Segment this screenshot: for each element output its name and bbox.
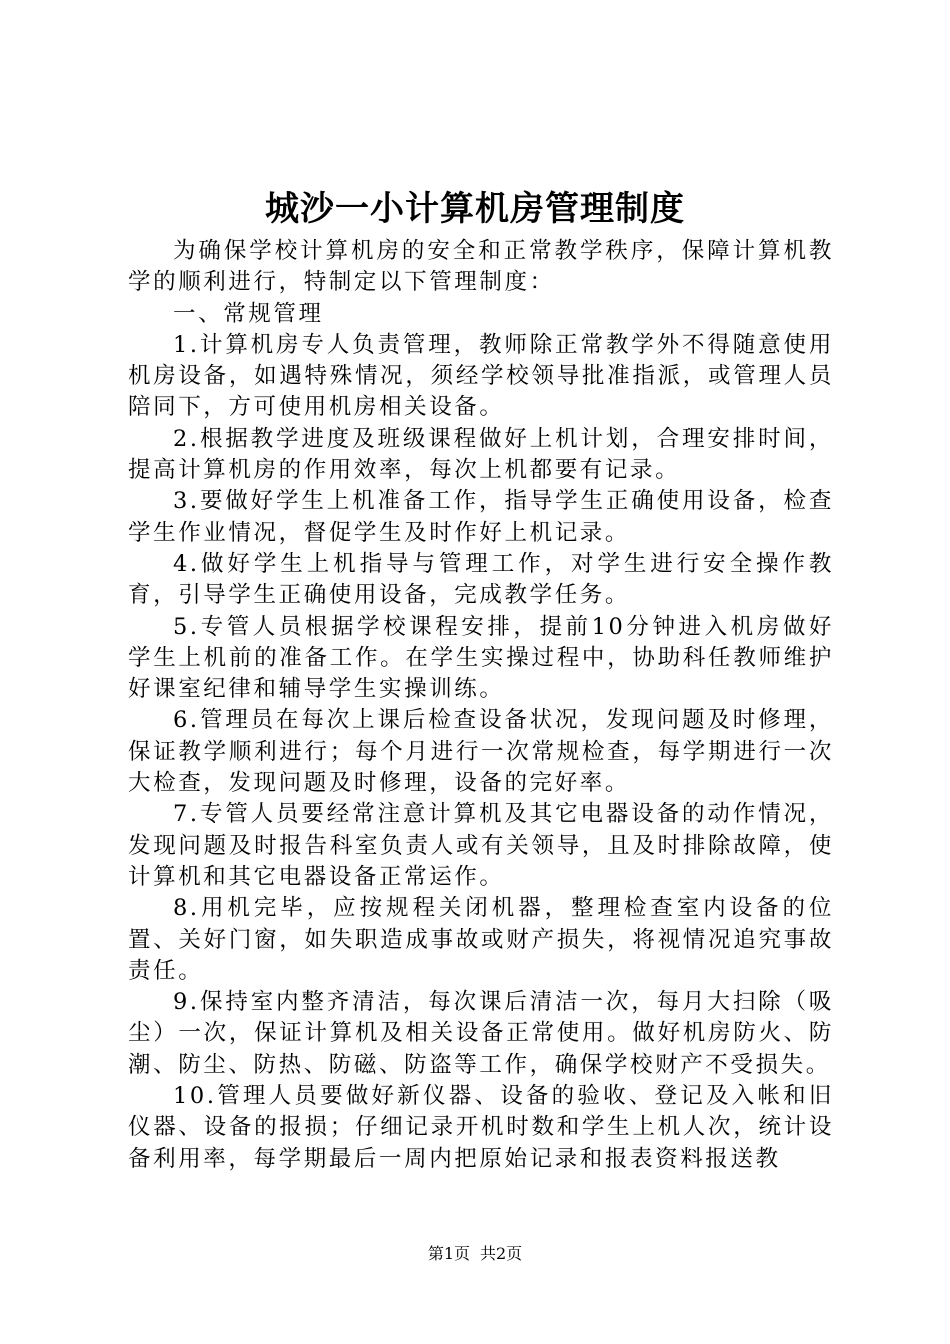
page-number: 第1页 xyxy=(427,1244,470,1263)
rule-item-9: 9.保持室内整齐清洁，每次课后清洁一次，每月大扫除（吸尘）一次，保证计算机及相关设备正常使用。做好机房防火、防潮、防尘、防热、防磁、防盗等工作，确保学校财产不受损失。 xyxy=(128,989,834,1078)
page-footer xyxy=(0,1243,950,1265)
rule-item-5: 5.专管人员根据学校课程安排，提前10分钟进入机房做好学生上机前的准备工作。在学生实操过程中，协助科任教师维护好课室纪律和辅导学生实操训练。 xyxy=(128,613,834,703)
document-body xyxy=(128,236,834,1175)
rule-item-8: 8.用机完毕，应按规程关闭机器，整理检查室内设备的位置、关好门窗，如失职造成事故或财产损失，将视情况追究事故责任。 xyxy=(128,895,834,984)
document-title: 城沙一小计算机房管理制度 xyxy=(265,189,685,229)
page-total: 共2页 xyxy=(480,1244,523,1263)
rule-item-2: 2.根据教学进度及班级课程做好上机计划，合理安排时间，提高计算机房的作用效率，每次上机都要有记录。 xyxy=(128,425,834,484)
rule-item-6: 6.管理员在每次上课后检查设备状况，发现问题及时修理，保证教学顺利进行；每个月进行一次常规检查，每学期进行一次大检查，发现问题及时修理，设备的完好率。 xyxy=(128,707,834,797)
rule-item-4: 4.做好学生上机指导与管理工作，对学生进行安全操作教育，引导学生正确使用设备，完成教学任务。 xyxy=(128,550,834,609)
rule-item-7: 7.专管人员要经常注意计算机及其它电器设备的动作情况，发现问题及时报告科室负责人或有关领导，且及时排除故障，使计算机和其它电器设备正常运作。 xyxy=(128,801,834,890)
section-heading: 一、常规管理 xyxy=(173,300,324,327)
intro-paragraph: 为确保学校计算机房的安全和正常教学秩序，保障计算机教学的顺利进行，特制定以下管理制度： xyxy=(128,238,834,296)
rule-item-10: 10.管理人员要做好新仪器、设备的验收、登记及入帐和旧仪器、设备的报损；仔细记录开机时数和学生上机人次，统计设备利用率，每学期最后一周内把原始记录和报表资料报送教 xyxy=(128,1083,834,1172)
rule-item-3: 3.要做好学生上机准备工作，指导学生正确使用设备，检查学生作业情况，督促学生及时作好上机记录。 xyxy=(128,488,834,546)
rule-item-1: 1.计算机房专人负责管理，教师除正常教学外不得随意使用机房设备，如遇特殊情况，须经学校领导批准指派，或管理人员陪同下，方可使用机房相关设备。 xyxy=(128,331,834,421)
